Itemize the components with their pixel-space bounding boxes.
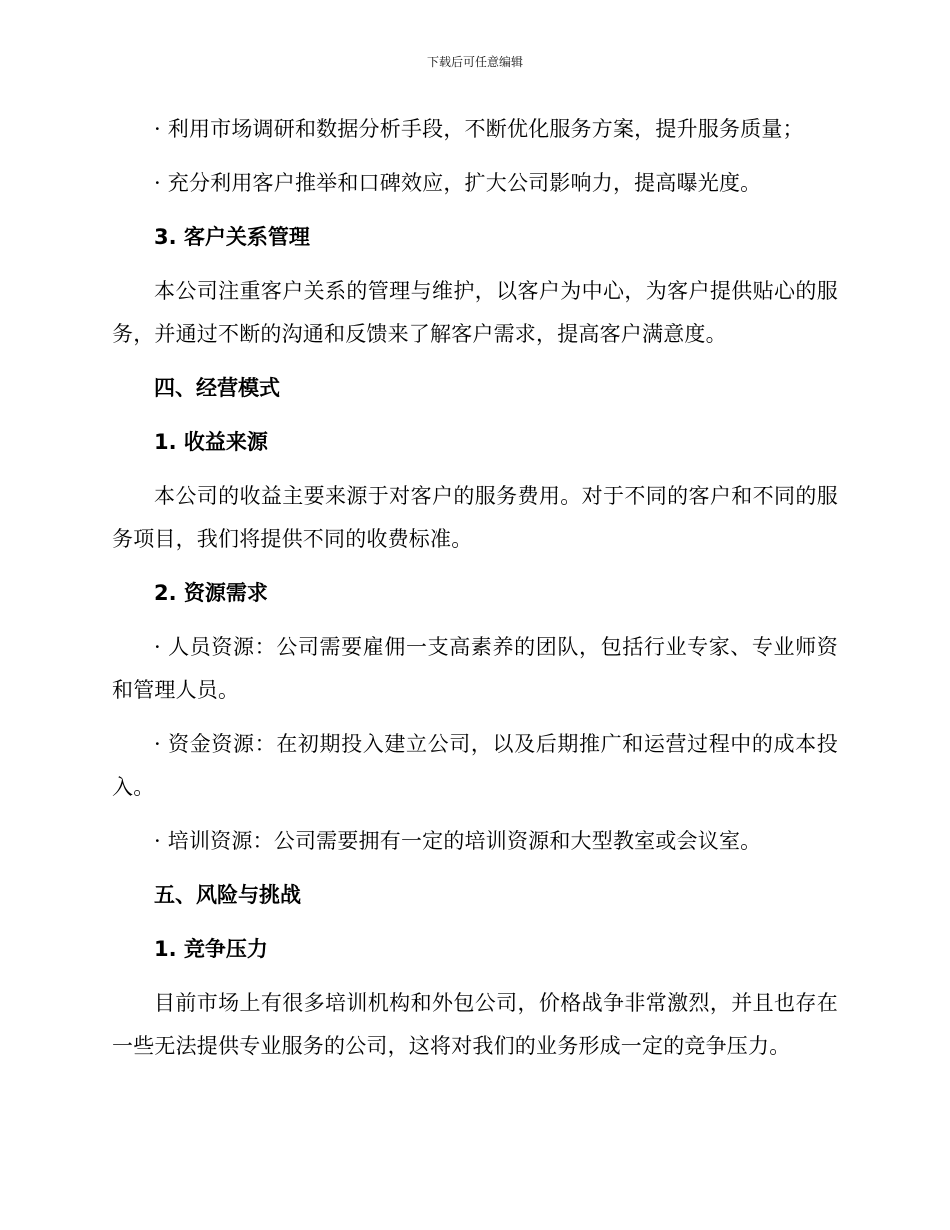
paragraph-revenue-source: 本公司的收益主要来源于对客户的服务费用。对于不同的客户和不同的服务项目，我们将提供不同的收费标准。	[112, 484, 838, 551]
bullet-market-research: · 利用市场调研和数据分析手段，不断优化服务方案，提升服务质量；	[154, 117, 804, 141]
bullet-financial-resources: · 资金资源：在初期投入建立公司，以及后期推广和运营过程中的成本投入。	[112, 732, 838, 799]
bullet-human-resources: · 人员资源：公司需要雇佣一支高素养的团队，包括行业专家、专业师资和管理人员。	[112, 635, 838, 702]
paragraph-competition-pressure: 目前市场上有很多培训机构和外包公司，价格战争非常激烈，并且也存在一些无法提供专业服务的公司，这将对我们的业务形成一定的竞争压力。	[112, 991, 838, 1058]
heading-risks-challenges: 五、风险与挑战	[154, 883, 301, 907]
page-header: 下载后可任意编辑	[426, 55, 523, 69]
heading-business-model: 四、经营模式	[154, 376, 280, 400]
heading-resource-needs: 2. 资源需求	[154, 581, 268, 605]
paragraph-customer-relations: 本公司注重客户关系的管理与维护，以客户为中心，为客户提供贴心的服务，并通过不断的沟通和反馈来了解客户需求，提高客户满意度。	[112, 279, 838, 346]
heading-customer-relations: 3. 客户关系管理	[154, 225, 310, 249]
bullet-word-of-mouth: · 充分利用客户推举和口碑效应，扩大公司影响力，提高曝光度。	[154, 171, 762, 195]
bullet-training-resources: · 培训资源：公司需要拥有一定的培训资源和大型教室或会议室。	[154, 829, 762, 853]
heading-competition-pressure: 1. 竞争压力	[154, 937, 268, 961]
document-body	[112, 108, 838, 1079]
heading-revenue-source: 1. 收益来源	[154, 430, 268, 454]
